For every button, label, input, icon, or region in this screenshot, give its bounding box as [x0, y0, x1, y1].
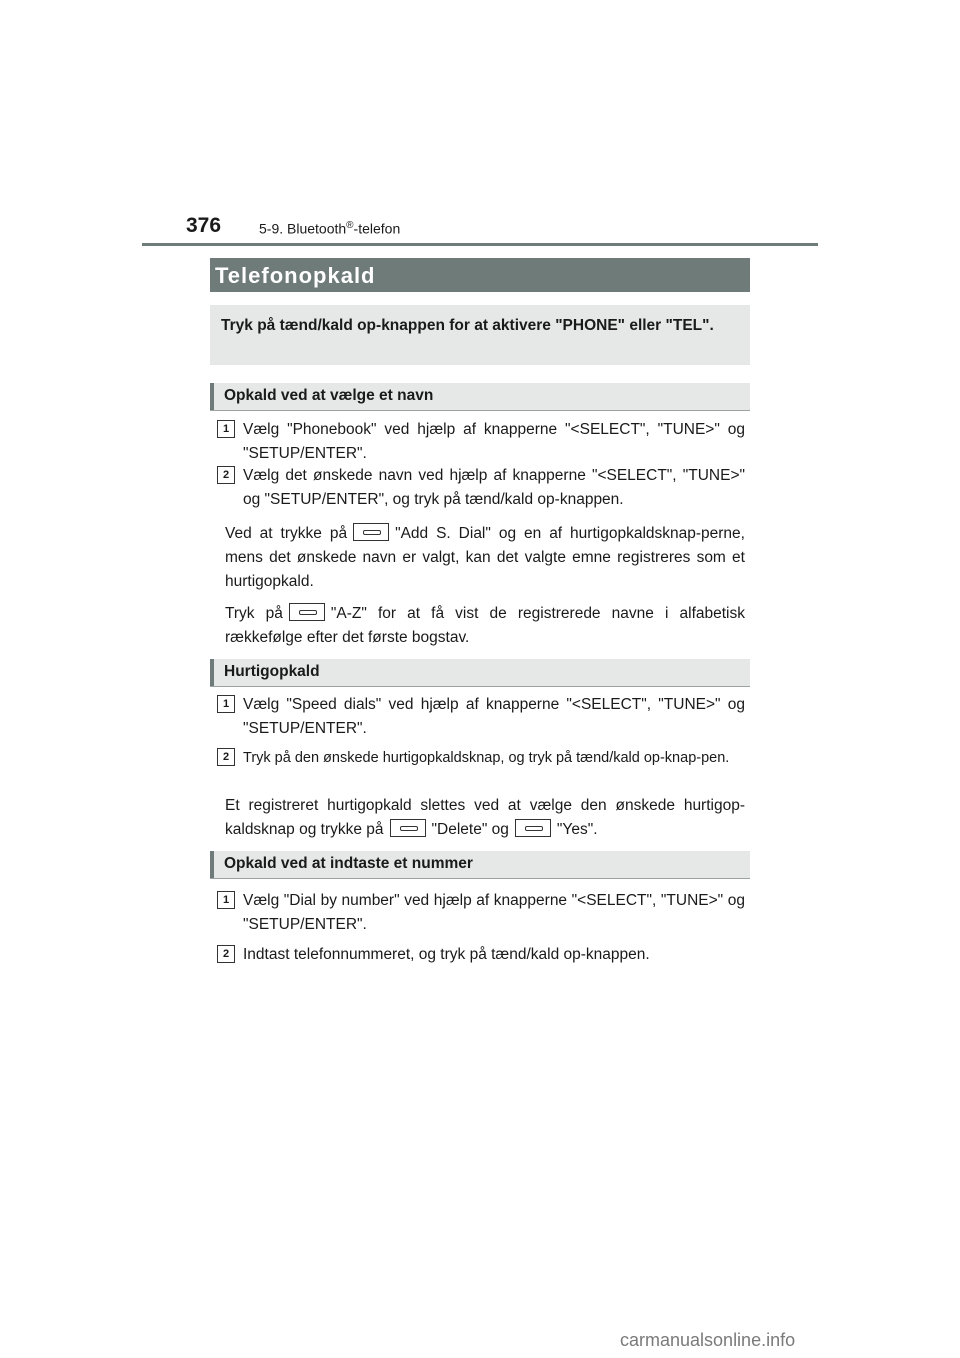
tune-button-icon: [515, 819, 551, 837]
step-number: 2: [217, 945, 235, 963]
header-rule: [142, 243, 818, 246]
tune-button-icon: [390, 819, 426, 837]
tune-button-icon: [289, 603, 325, 621]
section-heading-speed-dial: Hurtigopkald: [210, 659, 750, 687]
section-heading-name: Opkald ved at vælge et navn: [210, 383, 750, 411]
step-number: 1: [217, 695, 235, 713]
note-paragraph: Ved at trykke på "Add S. Dial" og en af hurtigopkaldsknap-perne, mens det ønskede navn er valgt, kan det valgte emne registreres som et hurtigopkald.: [225, 525, 745, 590]
note-paragraph: Tryk på "A-Z" for at få vist de registrerede navne i alfabetisk rækkefølge efter det første bogstav.: [225, 605, 745, 646]
tune-button-icon: [353, 523, 389, 541]
step-number: 1: [217, 420, 235, 438]
section-path: 5-9. Bluetooth®-telefon: [259, 220, 401, 237]
section-heading-number: Opkald ved at indtaste et nummer: [210, 851, 750, 879]
intro-text: Tryk på tænd/kald op-knappen for at aktivere "PHONE" eller "TEL".: [221, 317, 714, 334]
watermark: carmanualsonline.info: [620, 1330, 796, 1350]
step-number: 2: [217, 466, 235, 484]
step-number: 2: [217, 748, 235, 766]
page-number: 376: [186, 214, 222, 237]
note-paragraph: Et registreret hurtigopkald slettes ved at vælge den ønskede hurtigop-kaldsknap og trykke på "Delete" og "Yes".: [225, 797, 745, 838]
step-number: 1: [217, 891, 235, 909]
page-title: Telefonopkald: [215, 263, 376, 288]
